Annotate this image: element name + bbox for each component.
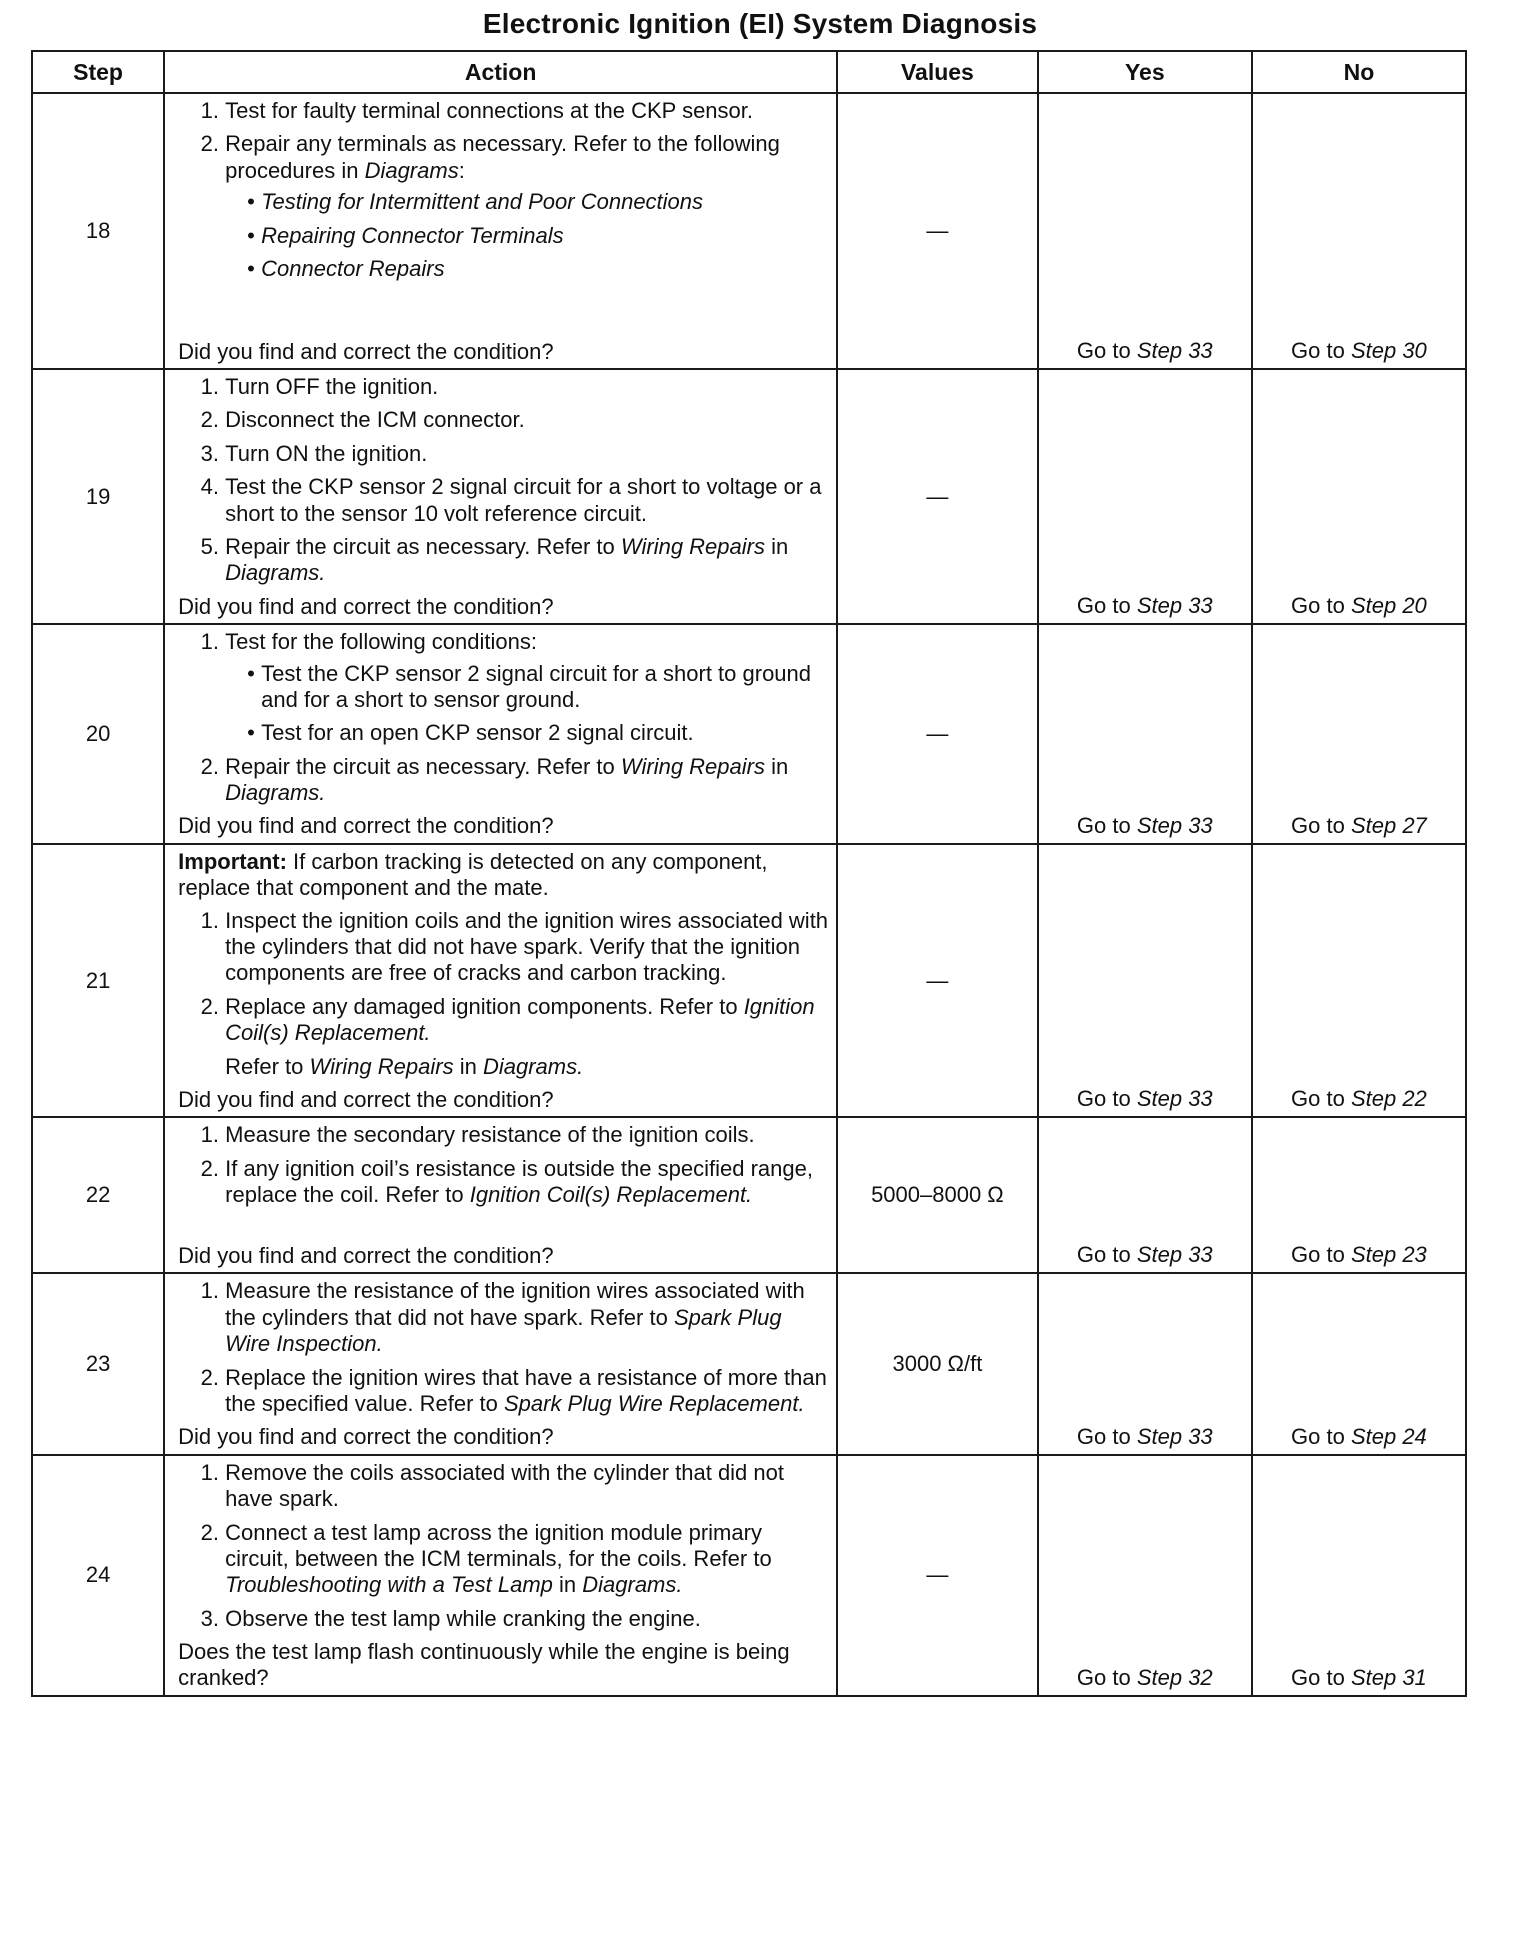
action-cell	[164, 369, 837, 624]
values-cell: —	[837, 93, 1038, 369]
procedure-list	[178, 629, 828, 813]
values-cell: 5000–8000 Ω	[837, 1117, 1038, 1273]
values-cell: —	[837, 1455, 1038, 1696]
procedure-step: 2. Disconnect the ICM connector.	[225, 407, 828, 433]
no-cell	[1252, 369, 1466, 624]
yes-cell	[1038, 844, 1252, 1118]
italic-ref: Testing for Intermittent and Poor Connections	[261, 189, 704, 215]
italic-ref: Diagrams.	[582, 1572, 683, 1598]
procedure-step: 2. Repair the circuit as necessary. Refer to Wiring Repairs in Diagrams.	[225, 754, 828, 807]
go-to-no: Go to Step 31	[1291, 1664, 1427, 1690]
values-cell: —	[837, 624, 1038, 844]
italic-ref: Diagrams.	[225, 780, 326, 806]
yes-cell	[1038, 1455, 1252, 1696]
go-to-yes: Go to Step 33	[1076, 1423, 1213, 1449]
action-cell	[164, 624, 837, 844]
yes-cell	[1038, 93, 1252, 369]
go-to-yes: Go to Step 32	[1076, 1664, 1213, 1690]
table-row	[32, 624, 1466, 844]
values-cell: —	[837, 369, 1038, 624]
procedure-list	[178, 1278, 828, 1424]
important-label: Important:	[178, 848, 287, 874]
step-reference: Step 33	[1136, 1423, 1213, 1449]
header-no: No	[1252, 51, 1466, 93]
sub-list	[225, 189, 828, 282]
header-values: Values	[837, 51, 1038, 93]
action-content	[178, 374, 828, 620]
table-body	[32, 93, 1466, 1696]
go-to-no: Go to Step 23	[1291, 1242, 1427, 1268]
go-to-yes: Go to Step 33	[1076, 593, 1213, 619]
question: Does the test lamp flash continuously while the engine is being cranked?	[178, 1639, 790, 1691]
italic-ref: Ignition Coil(s) Replacement.	[225, 993, 815, 1046]
procedure-step: 1. Remove the coils associated with the cylinder that did not have spark.	[225, 1460, 828, 1513]
values-cell: 3000 Ω/ft	[837, 1273, 1038, 1454]
procedure-step: 4. Test the CKP sensor 2 signal circuit for a short to voltage or a short to the sensor 10 volt reference circuit.	[225, 474, 828, 527]
action-cell	[164, 1455, 837, 1696]
procedure-step: 2. Replace any damaged ignition components. Refer to Ignition Coil(s) Replacement. Refer to Wiring Repairs in Diagrams.	[225, 994, 828, 1080]
step-reference: Step 33	[1136, 338, 1213, 363]
procedure-list	[178, 374, 828, 594]
question: Did you find and correct the condition?	[178, 813, 554, 839]
go-to-no: Go to Step 30	[1291, 338, 1427, 363]
action-content	[178, 98, 828, 365]
action-cell	[164, 1273, 837, 1454]
go-to-no: Go to Step 27	[1291, 812, 1427, 838]
step-reference: Step 33	[1136, 1086, 1213, 1112]
italic-ref: Ignition Coil(s) Replacement.	[469, 1182, 753, 1208]
step-reference: Step 27	[1350, 812, 1427, 838]
step-number: 22	[32, 1117, 164, 1273]
action-content	[178, 1278, 828, 1450]
step-number: 21	[32, 844, 164, 1118]
italic-ref: Spark Plug Wire Inspection.	[225, 1304, 782, 1357]
procedure-step: 2. If any ignition coil’s resistance is outside the specified range, replace the coil. Refer to Ignition Coil(s) Replacement.	[225, 1156, 828, 1209]
no-cell	[1252, 1273, 1466, 1454]
procedure-step: 3. Turn ON the ignition.	[225, 441, 828, 467]
step-reference: Step 20	[1350, 593, 1427, 619]
step-reference: Step 33	[1136, 812, 1213, 838]
step-reference: Step 22	[1350, 1086, 1427, 1112]
values-cell: —	[837, 844, 1038, 1118]
procedure-step: 1. Inspect the ignition coils and the ignition wires associated with the cylinders that did not have spark. Verify that the ignition components are free of cracks and carbon tracking.	[225, 908, 828, 987]
table-row	[32, 1455, 1466, 1696]
go-to-yes: Go to Step 33	[1076, 1086, 1213, 1112]
no-cell	[1252, 844, 1466, 1118]
sub-item	[247, 223, 828, 249]
italic-ref: Wiring Repairs	[620, 533, 765, 559]
go-to-yes: Go to Step 33	[1076, 1242, 1213, 1268]
diagnosis-table	[31, 50, 1467, 1697]
question: Did you find and correct the condition?	[178, 1424, 554, 1450]
table-row	[32, 1117, 1466, 1273]
important-note: Important: If carbon tracking is detected on any component, replace that component and the mate.	[178, 848, 768, 901]
header-step: Step	[32, 51, 164, 93]
header-row	[32, 51, 1466, 93]
action-cell	[164, 93, 837, 369]
italic-ref: Diagrams.	[225, 560, 326, 586]
procedure-step: 1. Test for the following conditions: • Test the CKP sensor 2 signal circuit for a short to ground and for a short to sensor ground. • Test for an open CKP sensor 2 signal circuit.	[225, 629, 828, 747]
go-to-no: Go to Step 24	[1291, 1423, 1427, 1449]
procedure-step: 2. Connect a test lamp across the ignition module primary circuit, between the ICM terminals, for the coils. Refer to Troubleshooting with a Test Lamp in Diagrams.	[225, 1520, 828, 1599]
sub-item: • Test for an open CKP sensor 2 signal circuit.	[247, 720, 828, 746]
no-cell	[1252, 1455, 1466, 1696]
step-reference: Step 24	[1350, 1423, 1427, 1449]
italic-ref: Repairing Connector Terminals	[261, 222, 564, 248]
procedure-extra: Refer to Wiring Repairs in Diagrams.	[225, 1053, 584, 1079]
step-reference: Step 33	[1136, 1242, 1213, 1268]
procedure-list	[178, 1460, 828, 1639]
procedure-step: 2. Repair any terminals as necessary. Refer to the following procedures in Diagrams: • Testing for Intermittent and Poor Connections • Repairing Connector Terminals • Connector Repairs	[225, 131, 828, 282]
header-action: Action	[164, 51, 837, 93]
step-reference: Step 23	[1350, 1242, 1427, 1268]
procedure-list	[178, 98, 828, 289]
procedure-step: 1. Measure the resistance of the ignition wires associated with the cylinders that did not have spark. Refer to Spark Plug Wire Inspection.	[225, 1278, 828, 1357]
step-number: 20	[32, 624, 164, 844]
step-reference: Step 31	[1350, 1664, 1427, 1690]
question: Did you find and correct the condition?	[178, 1086, 554, 1112]
step-number: 18	[32, 93, 164, 369]
action-content	[178, 1122, 828, 1269]
italic-ref: Spark Plug Wire Replacement.	[503, 1390, 805, 1416]
question: Did you find and correct the condition?	[178, 338, 554, 364]
step-number: 23	[32, 1273, 164, 1454]
question: Did you find and correct the condition?	[178, 1242, 554, 1268]
action-cell	[164, 1117, 837, 1273]
procedure-step: 3. Observe the test lamp while cranking the engine.	[225, 1606, 828, 1632]
action-content	[178, 629, 828, 840]
go-to-no: Go to Step 22	[1291, 1086, 1427, 1112]
procedure-step: 1. Turn OFF the ignition.	[225, 374, 828, 400]
sub-list	[225, 661, 828, 747]
procedure-step: 1. Measure the secondary resistance of the ignition coils.	[225, 1122, 828, 1148]
sub-item	[247, 189, 828, 215]
go-to-yes: Go to Step 33	[1076, 812, 1213, 838]
no-cell	[1252, 1117, 1466, 1273]
yes-cell	[1038, 1273, 1252, 1454]
action-cell	[164, 844, 837, 1118]
italic-ref: Diagrams.	[482, 1053, 584, 1079]
yes-cell	[1038, 369, 1252, 624]
header-yes: Yes	[1038, 51, 1252, 93]
procedure-step: 5. Repair the circuit as necessary. Refer to Wiring Repairs in Diagrams.	[225, 534, 828, 587]
sub-item	[247, 256, 828, 282]
italic-ref: Wiring Repairs	[309, 1053, 454, 1079]
step-number: 24	[32, 1455, 164, 1696]
yes-cell	[1038, 624, 1252, 844]
italic-ref: Connector Repairs	[261, 255, 445, 281]
yes-cell	[1038, 1117, 1252, 1273]
no-cell	[1252, 624, 1466, 844]
step-reference: Step 33	[1136, 593, 1213, 619]
action-content	[178, 849, 828, 1114]
action-content	[178, 1460, 828, 1692]
go-to-yes: Go to Step 33	[1076, 338, 1213, 363]
table-row	[32, 369, 1466, 624]
page-title: Electronic Ignition (EI) System Diagnosis	[482, 8, 1038, 39]
italic-ref: Troubleshooting with a Test Lamp	[225, 1572, 553, 1598]
no-cell	[1252, 93, 1466, 369]
step-number: 19	[32, 369, 164, 624]
step-reference: Step 30	[1350, 338, 1427, 363]
procedure-step: 2. Replace the ignition wires that have a resistance of more than the specified value. Refer to Spark Plug Wire Replacement.	[225, 1365, 828, 1418]
procedure-step: 1. Test for faulty terminal connections at the CKP sensor.	[225, 98, 828, 124]
step-reference: Step 32	[1136, 1664, 1213, 1690]
question: Did you find and correct the condition?	[178, 593, 554, 619]
procedure-list	[178, 908, 828, 1087]
go-to-no: Go to Step 20	[1291, 593, 1427, 619]
table-row	[32, 93, 1466, 369]
table-row	[32, 1273, 1466, 1454]
table-row	[32, 844, 1466, 1118]
italic-ref: Diagrams	[364, 157, 459, 183]
procedure-list	[178, 1122, 828, 1215]
italic-ref: Wiring Repairs	[620, 753, 765, 779]
sub-item: • Test the CKP sensor 2 signal circuit for a short to ground and for a short to sensor ground.	[247, 661, 828, 714]
